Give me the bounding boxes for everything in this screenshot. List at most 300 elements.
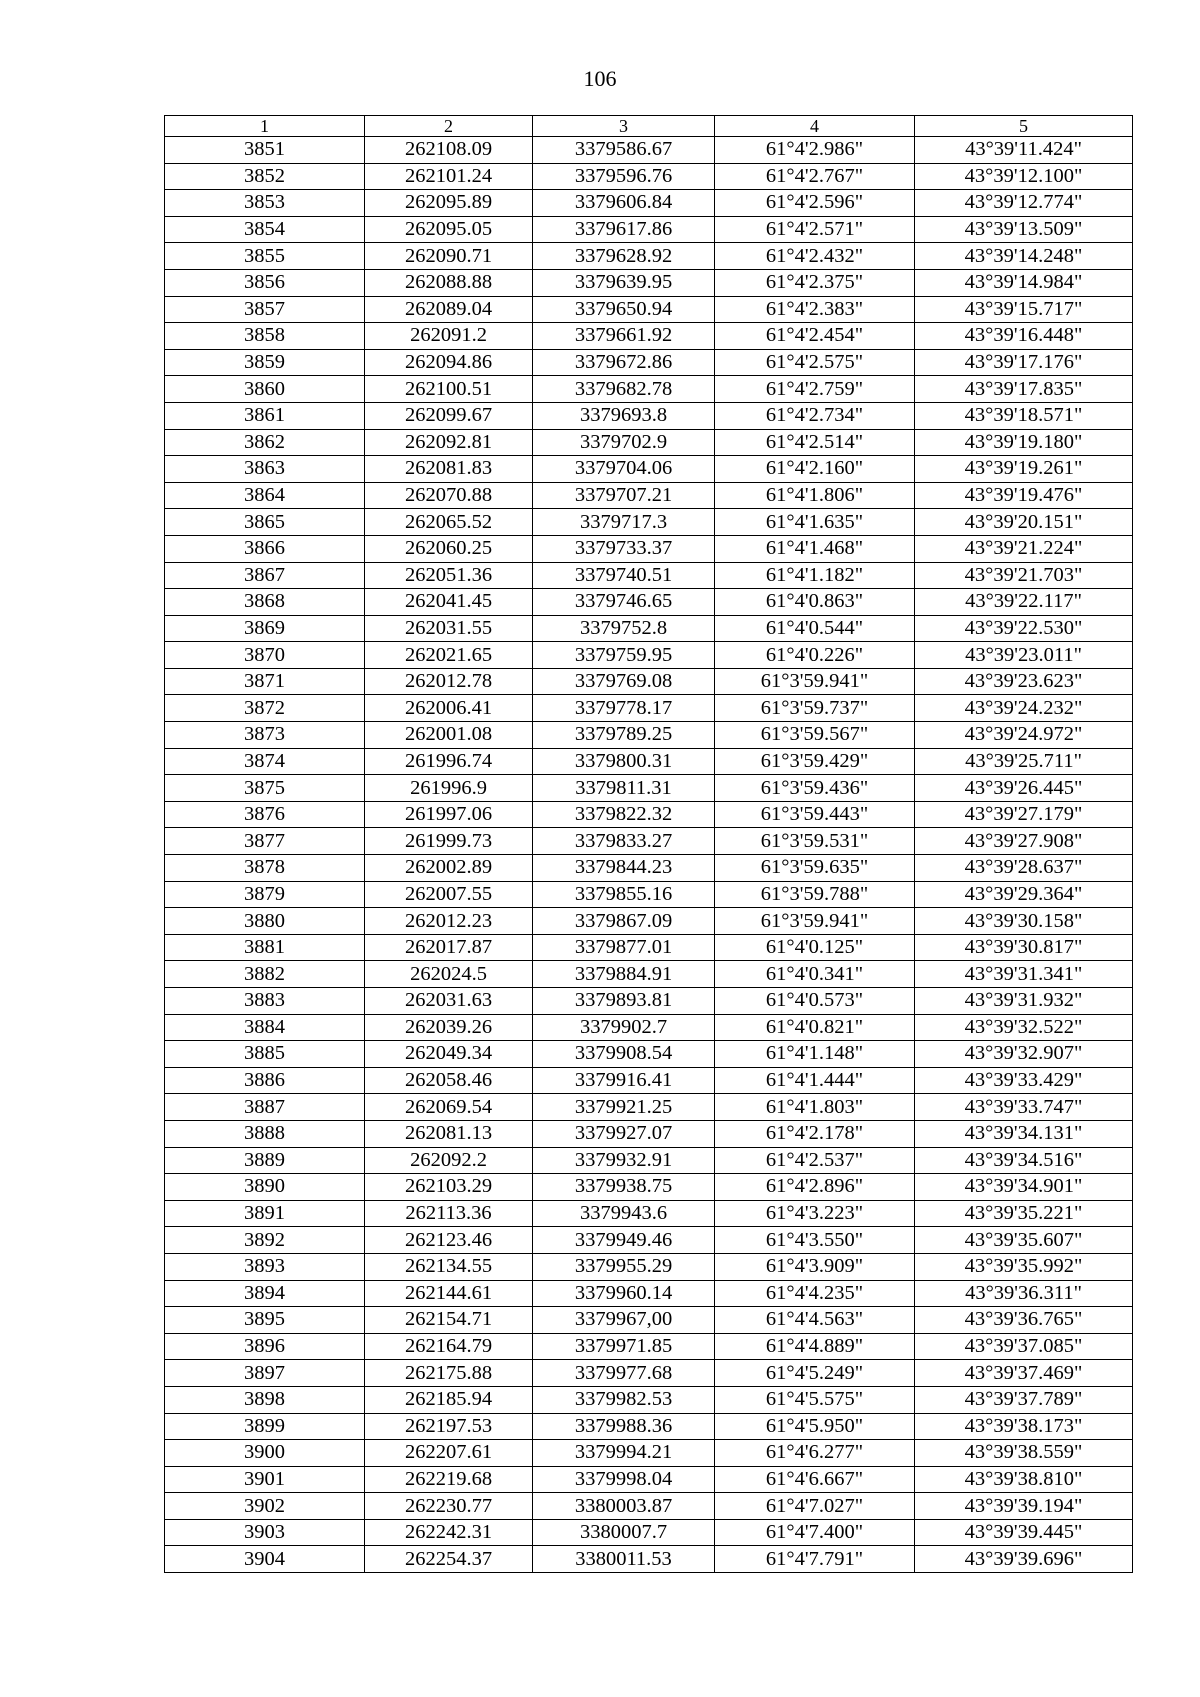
latitude-cell: 43°39'26.445" xyxy=(915,775,1133,802)
y-coordinate-cell: 3379586.67 xyxy=(533,137,715,164)
latitude-cell: 43°39'13.509" xyxy=(915,216,1133,243)
table-row xyxy=(165,1174,1133,1201)
point-number-cell: 3894 xyxy=(165,1280,365,1307)
table-row xyxy=(165,722,1133,749)
point-number-cell: 3875 xyxy=(165,775,365,802)
table-row xyxy=(165,695,1133,722)
table-row xyxy=(165,1120,1133,1147)
latitude-cell: 43°39'34.516" xyxy=(915,1147,1133,1174)
longitude-cell: 61°4'1.806" xyxy=(715,482,915,509)
y-coordinate-cell: 3379938.75 xyxy=(533,1174,715,1201)
longitude-cell: 61°4'0.341" xyxy=(715,961,915,988)
y-coordinate-cell: 3379628.92 xyxy=(533,243,715,270)
x-coordinate-cell: 262012.23 xyxy=(365,908,533,935)
longitude-cell: 61°3'59.443" xyxy=(715,801,915,828)
table-row xyxy=(165,137,1133,164)
point-number-cell: 3893 xyxy=(165,1253,365,1280)
x-coordinate-cell: 262113.36 xyxy=(365,1200,533,1227)
table-row xyxy=(165,1413,1133,1440)
point-number-cell: 3901 xyxy=(165,1466,365,1493)
table-row xyxy=(165,349,1133,376)
x-coordinate-cell: 262207.61 xyxy=(365,1440,533,1467)
point-number-cell: 3899 xyxy=(165,1413,365,1440)
table-row xyxy=(165,1519,1133,1546)
point-number-cell: 3904 xyxy=(165,1546,365,1573)
latitude-cell: 43°39'39.445" xyxy=(915,1519,1133,1546)
longitude-cell: 61°4'2.734" xyxy=(715,402,915,429)
longitude-cell: 61°4'0.544" xyxy=(715,615,915,642)
latitude-cell: 43°39'27.908" xyxy=(915,828,1133,855)
column-header-2: 2 xyxy=(365,116,533,137)
point-number-cell: 3892 xyxy=(165,1227,365,1254)
x-coordinate-cell: 262041.45 xyxy=(365,589,533,616)
table-row xyxy=(165,216,1133,243)
latitude-cell: 43°39'22.117" xyxy=(915,589,1133,616)
latitude-cell: 43°39'18.571" xyxy=(915,402,1133,429)
longitude-cell: 61°4'6.277" xyxy=(715,1440,915,1467)
x-coordinate-cell: 262144.61 xyxy=(365,1280,533,1307)
longitude-cell: 61°4'2.575" xyxy=(715,349,915,376)
latitude-cell: 43°39'23.011" xyxy=(915,642,1133,669)
table-row xyxy=(165,1280,1133,1307)
point-number-cell: 3895 xyxy=(165,1307,365,1334)
coordinates-table xyxy=(164,115,1133,1573)
x-coordinate-cell: 262100.51 xyxy=(365,376,533,403)
table-row xyxy=(165,269,1133,296)
x-coordinate-cell: 262088.88 xyxy=(365,269,533,296)
longitude-cell: 61°4'5.950" xyxy=(715,1413,915,1440)
table-row xyxy=(165,296,1133,323)
longitude-cell: 61°4'2.178" xyxy=(715,1120,915,1147)
x-coordinate-cell: 262154.71 xyxy=(365,1307,533,1334)
latitude-cell: 43°39'21.224" xyxy=(915,535,1133,562)
longitude-cell: 61°4'2.432" xyxy=(715,243,915,270)
x-coordinate-cell: 262070.88 xyxy=(365,482,533,509)
y-coordinate-cell: 3379932.91 xyxy=(533,1147,715,1174)
longitude-cell: 61°4'4.563" xyxy=(715,1307,915,1334)
point-number-cell: 3852 xyxy=(165,163,365,190)
y-coordinate-cell: 3379855.16 xyxy=(533,881,715,908)
y-coordinate-cell: 3379740.51 xyxy=(533,562,715,589)
longitude-cell: 61°3'59.436" xyxy=(715,775,915,802)
point-number-cell: 3874 xyxy=(165,748,365,775)
longitude-cell: 61°4'2.596" xyxy=(715,190,915,217)
latitude-cell: 43°39'24.972" xyxy=(915,722,1133,749)
latitude-cell: 43°39'24.232" xyxy=(915,695,1133,722)
y-coordinate-cell: 3379988.36 xyxy=(533,1413,715,1440)
y-coordinate-cell: 3380011.53 xyxy=(533,1546,715,1573)
latitude-cell: 43°39'32.522" xyxy=(915,1014,1133,1041)
point-number-cell: 3862 xyxy=(165,429,365,456)
x-coordinate-cell: 262031.63 xyxy=(365,988,533,1015)
x-coordinate-cell: 262230.77 xyxy=(365,1493,533,1520)
y-coordinate-cell: 3379955.29 xyxy=(533,1253,715,1280)
x-coordinate-cell: 262049.34 xyxy=(365,1041,533,1068)
point-number-cell: 3873 xyxy=(165,722,365,749)
point-number-cell: 3854 xyxy=(165,216,365,243)
longitude-cell: 61°4'1.444" xyxy=(715,1067,915,1094)
point-number-cell: 3869 xyxy=(165,615,365,642)
y-coordinate-cell: 3379927.07 xyxy=(533,1120,715,1147)
y-coordinate-cell: 3379759.95 xyxy=(533,642,715,669)
header-row xyxy=(165,116,1133,137)
table-row xyxy=(165,1333,1133,1360)
latitude-cell: 43°39'15.717" xyxy=(915,296,1133,323)
point-number-cell: 3872 xyxy=(165,695,365,722)
latitude-cell: 43°39'19.180" xyxy=(915,429,1133,456)
longitude-cell: 61°4'2.375" xyxy=(715,269,915,296)
longitude-cell: 61°4'2.383" xyxy=(715,296,915,323)
point-number-cell: 3880 xyxy=(165,908,365,935)
latitude-cell: 43°39'32.907" xyxy=(915,1041,1133,1068)
longitude-cell: 61°4'2.759" xyxy=(715,376,915,403)
table-row xyxy=(165,456,1133,483)
y-coordinate-cell: 3379893.81 xyxy=(533,988,715,1015)
point-number-cell: 3881 xyxy=(165,934,365,961)
x-coordinate-cell: 262002.89 xyxy=(365,855,533,882)
y-coordinate-cell: 3379778.17 xyxy=(533,695,715,722)
longitude-cell: 61°4'1.148" xyxy=(715,1041,915,1068)
longitude-cell: 61°4'1.635" xyxy=(715,509,915,536)
point-number-cell: 3883 xyxy=(165,988,365,1015)
y-coordinate-cell: 3380007.7 xyxy=(533,1519,715,1546)
table-body xyxy=(165,137,1133,1573)
table-row xyxy=(165,934,1133,961)
table-row xyxy=(165,881,1133,908)
x-coordinate-cell: 262185.94 xyxy=(365,1386,533,1413)
latitude-cell: 43°39'16.448" xyxy=(915,323,1133,350)
x-coordinate-cell: 262095.05 xyxy=(365,216,533,243)
y-coordinate-cell: 3379967,00 xyxy=(533,1307,715,1334)
y-coordinate-cell: 3379949.46 xyxy=(533,1227,715,1254)
x-coordinate-cell: 262254.37 xyxy=(365,1546,533,1573)
table-row xyxy=(165,243,1133,270)
latitude-cell: 43°39'25.711" xyxy=(915,748,1133,775)
y-coordinate-cell: 3379702.9 xyxy=(533,429,715,456)
table-row xyxy=(165,801,1133,828)
y-coordinate-cell: 3379789.25 xyxy=(533,722,715,749)
x-coordinate-cell: 262089.04 xyxy=(365,296,533,323)
point-number-cell: 3876 xyxy=(165,801,365,828)
x-coordinate-cell: 262108.09 xyxy=(365,137,533,164)
point-number-cell: 3866 xyxy=(165,535,365,562)
latitude-cell: 43°39'23.623" xyxy=(915,668,1133,695)
y-coordinate-cell: 3379752.8 xyxy=(533,615,715,642)
y-coordinate-cell: 3379960.14 xyxy=(533,1280,715,1307)
x-coordinate-cell: 262242.31 xyxy=(365,1519,533,1546)
point-number-cell: 3857 xyxy=(165,296,365,323)
table-row xyxy=(165,323,1133,350)
table-row xyxy=(165,1067,1133,1094)
x-coordinate-cell: 262175.88 xyxy=(365,1360,533,1387)
table-row xyxy=(165,1227,1133,1254)
y-coordinate-cell: 3379682.78 xyxy=(533,376,715,403)
table-row xyxy=(165,589,1133,616)
y-coordinate-cell: 3379877.01 xyxy=(533,934,715,961)
point-number-cell: 3865 xyxy=(165,509,365,536)
point-number-cell: 3858 xyxy=(165,323,365,350)
point-number-cell: 3853 xyxy=(165,190,365,217)
x-coordinate-cell: 262092.2 xyxy=(365,1147,533,1174)
x-coordinate-cell: 262164.79 xyxy=(365,1333,533,1360)
table-row xyxy=(165,748,1133,775)
latitude-cell: 43°39'33.429" xyxy=(915,1067,1133,1094)
latitude-cell: 43°39'36.765" xyxy=(915,1307,1133,1334)
point-number-cell: 3871 xyxy=(165,668,365,695)
point-number-cell: 3851 xyxy=(165,137,365,164)
longitude-cell: 61°4'2.896" xyxy=(715,1174,915,1201)
table-row xyxy=(165,1014,1133,1041)
x-coordinate-cell: 262123.46 xyxy=(365,1227,533,1254)
y-coordinate-cell: 3379704.06 xyxy=(533,456,715,483)
table-row xyxy=(165,1386,1133,1413)
y-coordinate-cell: 3379998.04 xyxy=(533,1466,715,1493)
x-coordinate-cell: 262017.87 xyxy=(365,934,533,961)
x-coordinate-cell: 262007.55 xyxy=(365,881,533,908)
x-coordinate-cell: 262091.2 xyxy=(365,323,533,350)
table-row xyxy=(165,961,1133,988)
point-number-cell: 3863 xyxy=(165,456,365,483)
y-coordinate-cell: 3379902.7 xyxy=(533,1014,715,1041)
longitude-cell: 61°3'59.635" xyxy=(715,855,915,882)
y-coordinate-cell: 3379971.85 xyxy=(533,1333,715,1360)
y-coordinate-cell: 3379811.31 xyxy=(533,775,715,802)
table-row xyxy=(165,509,1133,536)
longitude-cell: 61°4'2.537" xyxy=(715,1147,915,1174)
x-coordinate-cell: 262099.67 xyxy=(365,402,533,429)
longitude-cell: 61°3'59.941" xyxy=(715,668,915,695)
y-coordinate-cell: 3379884.91 xyxy=(533,961,715,988)
longitude-cell: 61°4'7.400" xyxy=(715,1519,915,1546)
latitude-cell: 43°39'19.261" xyxy=(915,456,1133,483)
latitude-cell: 43°39'30.817" xyxy=(915,934,1133,961)
y-coordinate-cell: 3379943.6 xyxy=(533,1200,715,1227)
latitude-cell: 43°39'37.085" xyxy=(915,1333,1133,1360)
longitude-cell: 61°3'59.737" xyxy=(715,695,915,722)
x-coordinate-cell: 262069.54 xyxy=(365,1094,533,1121)
latitude-cell: 43°39'12.774" xyxy=(915,190,1133,217)
x-coordinate-cell: 262094.86 xyxy=(365,349,533,376)
longitude-cell: 61°4'1.803" xyxy=(715,1094,915,1121)
table-row xyxy=(165,402,1133,429)
x-coordinate-cell: 262051.36 xyxy=(365,562,533,589)
table-row xyxy=(165,376,1133,403)
point-number-cell: 3903 xyxy=(165,1519,365,1546)
point-number-cell: 3859 xyxy=(165,349,365,376)
latitude-cell: 43°39'14.984" xyxy=(915,269,1133,296)
table-row xyxy=(165,908,1133,935)
y-coordinate-cell: 3379994.21 xyxy=(533,1440,715,1467)
latitude-cell: 43°39'17.835" xyxy=(915,376,1133,403)
x-coordinate-cell: 262219.68 xyxy=(365,1466,533,1493)
table-row xyxy=(165,190,1133,217)
x-coordinate-cell: 261999.73 xyxy=(365,828,533,855)
longitude-cell: 61°4'5.575" xyxy=(715,1386,915,1413)
x-coordinate-cell: 262197.53 xyxy=(365,1413,533,1440)
x-coordinate-cell: 262001.08 xyxy=(365,722,533,749)
y-coordinate-cell: 3379867.09 xyxy=(533,908,715,935)
column-header-5: 5 xyxy=(915,116,1133,137)
latitude-cell: 43°39'38.810" xyxy=(915,1466,1133,1493)
latitude-cell: 43°39'34.901" xyxy=(915,1174,1133,1201)
x-coordinate-cell: 262031.55 xyxy=(365,615,533,642)
column-header-4: 4 xyxy=(715,116,915,137)
longitude-cell: 61°4'1.468" xyxy=(715,535,915,562)
latitude-cell: 43°39'20.151" xyxy=(915,509,1133,536)
longitude-cell: 61°4'5.249" xyxy=(715,1360,915,1387)
longitude-cell: 61°4'1.182" xyxy=(715,562,915,589)
x-coordinate-cell: 262095.89 xyxy=(365,190,533,217)
y-coordinate-cell: 3379908.54 xyxy=(533,1041,715,1068)
point-number-cell: 3896 xyxy=(165,1333,365,1360)
y-coordinate-cell: 3379921.25 xyxy=(533,1094,715,1121)
latitude-cell: 43°39'31.932" xyxy=(915,988,1133,1015)
table-row xyxy=(165,855,1133,882)
y-coordinate-cell: 3379822.32 xyxy=(533,801,715,828)
y-coordinate-cell: 3379733.37 xyxy=(533,535,715,562)
table-row xyxy=(165,668,1133,695)
x-coordinate-cell: 261996.74 xyxy=(365,748,533,775)
latitude-cell: 43°39'22.530" xyxy=(915,615,1133,642)
table-row xyxy=(165,1307,1133,1334)
longitude-cell: 61°4'7.027" xyxy=(715,1493,915,1520)
table-row xyxy=(165,1094,1133,1121)
y-coordinate-cell: 3380003.87 xyxy=(533,1493,715,1520)
latitude-cell: 43°39'38.173" xyxy=(915,1413,1133,1440)
point-number-cell: 3889 xyxy=(165,1147,365,1174)
point-number-cell: 3877 xyxy=(165,828,365,855)
y-coordinate-cell: 3379977.68 xyxy=(533,1360,715,1387)
latitude-cell: 43°39'35.221" xyxy=(915,1200,1133,1227)
longitude-cell: 61°4'2.160" xyxy=(715,456,915,483)
point-number-cell: 3886 xyxy=(165,1067,365,1094)
x-coordinate-cell: 262012.78 xyxy=(365,668,533,695)
latitude-cell: 43°39'14.248" xyxy=(915,243,1133,270)
table-row xyxy=(165,1200,1133,1227)
latitude-cell: 43°39'31.341" xyxy=(915,961,1133,988)
latitude-cell: 43°39'37.469" xyxy=(915,1360,1133,1387)
point-number-cell: 3878 xyxy=(165,855,365,882)
table-row xyxy=(165,1493,1133,1520)
latitude-cell: 43°39'30.158" xyxy=(915,908,1133,935)
latitude-cell: 43°39'35.992" xyxy=(915,1253,1133,1280)
latitude-cell: 43°39'21.703" xyxy=(915,562,1133,589)
point-number-cell: 3879 xyxy=(165,881,365,908)
point-number-cell: 3897 xyxy=(165,1360,365,1387)
y-coordinate-cell: 3379833.27 xyxy=(533,828,715,855)
table-row xyxy=(165,642,1133,669)
x-coordinate-cell: 262021.65 xyxy=(365,642,533,669)
point-number-cell: 3890 xyxy=(165,1174,365,1201)
table-row xyxy=(165,988,1133,1015)
y-coordinate-cell: 3379596.76 xyxy=(533,163,715,190)
latitude-cell: 43°39'35.607" xyxy=(915,1227,1133,1254)
x-coordinate-cell: 262092.81 xyxy=(365,429,533,456)
table-row xyxy=(165,163,1133,190)
latitude-cell: 43°39'17.176" xyxy=(915,349,1133,376)
point-number-cell: 3898 xyxy=(165,1386,365,1413)
y-coordinate-cell: 3379639.95 xyxy=(533,269,715,296)
y-coordinate-cell: 3379707.21 xyxy=(533,482,715,509)
latitude-cell: 43°39'38.559" xyxy=(915,1440,1133,1467)
point-number-cell: 3860 xyxy=(165,376,365,403)
table-row xyxy=(165,1360,1133,1387)
x-coordinate-cell: 262006.41 xyxy=(365,695,533,722)
y-coordinate-cell: 3379769.08 xyxy=(533,668,715,695)
x-coordinate-cell: 262134.55 xyxy=(365,1253,533,1280)
x-coordinate-cell: 262081.83 xyxy=(365,456,533,483)
latitude-cell: 43°39'12.100" xyxy=(915,163,1133,190)
y-coordinate-cell: 3379693.8 xyxy=(533,402,715,429)
point-number-cell: 3870 xyxy=(165,642,365,669)
longitude-cell: 61°4'0.125" xyxy=(715,934,915,961)
point-number-cell: 3887 xyxy=(165,1094,365,1121)
y-coordinate-cell: 3379800.31 xyxy=(533,748,715,775)
table-row xyxy=(165,429,1133,456)
x-coordinate-cell: 262081.13 xyxy=(365,1120,533,1147)
latitude-cell: 43°39'39.696" xyxy=(915,1546,1133,1573)
point-number-cell: 3855 xyxy=(165,243,365,270)
longitude-cell: 61°4'0.226" xyxy=(715,642,915,669)
longitude-cell: 61°3'59.788" xyxy=(715,881,915,908)
longitude-cell: 61°4'3.550" xyxy=(715,1227,915,1254)
column-header-1: 1 xyxy=(165,116,365,137)
y-coordinate-cell: 3379661.92 xyxy=(533,323,715,350)
point-number-cell: 3868 xyxy=(165,589,365,616)
y-coordinate-cell: 3379916.41 xyxy=(533,1067,715,1094)
x-coordinate-cell: 262024.5 xyxy=(365,961,533,988)
longitude-cell: 61°3'59.429" xyxy=(715,748,915,775)
longitude-cell: 61°4'0.821" xyxy=(715,1014,915,1041)
table-row xyxy=(165,1147,1133,1174)
table-header xyxy=(165,116,1133,137)
latitude-cell: 43°39'33.747" xyxy=(915,1094,1133,1121)
point-number-cell: 3882 xyxy=(165,961,365,988)
point-number-cell: 3856 xyxy=(165,269,365,296)
x-coordinate-cell: 262101.24 xyxy=(365,163,533,190)
y-coordinate-cell: 3379650.94 xyxy=(533,296,715,323)
table-row xyxy=(165,1041,1133,1068)
table-row xyxy=(165,775,1133,802)
x-coordinate-cell: 261997.06 xyxy=(365,801,533,828)
latitude-cell: 43°39'34.131" xyxy=(915,1120,1133,1147)
point-number-cell: 3891 xyxy=(165,1200,365,1227)
y-coordinate-cell: 3379606.84 xyxy=(533,190,715,217)
table-row xyxy=(165,1466,1133,1493)
point-number-cell: 3885 xyxy=(165,1041,365,1068)
table-row xyxy=(165,1546,1133,1573)
latitude-cell: 43°39'19.476" xyxy=(915,482,1133,509)
latitude-cell: 43°39'27.179" xyxy=(915,801,1133,828)
table-row xyxy=(165,1440,1133,1467)
x-coordinate-cell: 262060.25 xyxy=(365,535,533,562)
y-coordinate-cell: 3379982.53 xyxy=(533,1386,715,1413)
longitude-cell: 61°4'2.986" xyxy=(715,137,915,164)
page-number: 106 xyxy=(583,66,617,91)
y-coordinate-cell: 3379617.86 xyxy=(533,216,715,243)
longitude-cell: 61°3'59.531" xyxy=(715,828,915,855)
point-number-cell: 3864 xyxy=(165,482,365,509)
table-row xyxy=(165,828,1133,855)
latitude-cell: 43°39'36.311" xyxy=(915,1280,1133,1307)
x-coordinate-cell: 261996.9 xyxy=(365,775,533,802)
y-coordinate-cell: 3379717.3 xyxy=(533,509,715,536)
longitude-cell: 61°4'2.454" xyxy=(715,323,915,350)
latitude-cell: 43°39'11.424" xyxy=(915,137,1133,164)
point-number-cell: 3867 xyxy=(165,562,365,589)
table-row xyxy=(165,562,1133,589)
y-coordinate-cell: 3379672.86 xyxy=(533,349,715,376)
